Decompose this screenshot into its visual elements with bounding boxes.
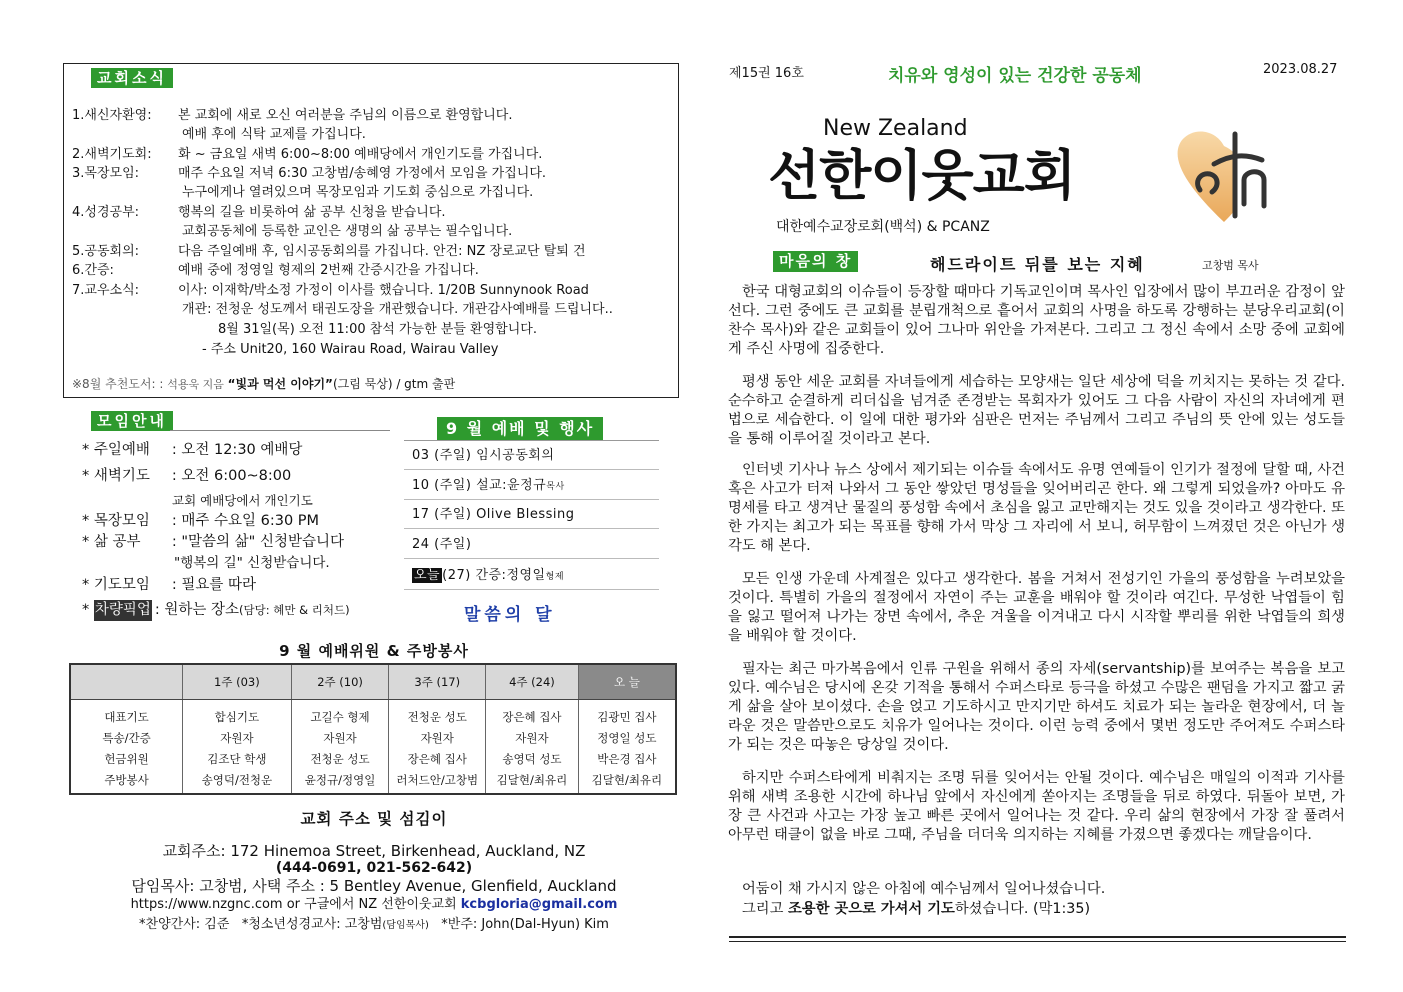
news-item-3: 3.목장모임: 매주 수요일 저녁 6:30 고창범/송혜영 가정에서 모임을 가집니다. [72, 166, 547, 181]
news-item-2: 2.새벽기도회: 화 ~ 금요일 새벽 6:00~8:00 예배당에서 개인기도를 가집니다. [72, 147, 543, 162]
service-col-week3: 전청운 성도 자원자 장은혜 집사 러처드안/고창범 [389, 700, 486, 795]
church-news-box [63, 63, 679, 398]
church-news-title: 교회소식 [91, 68, 173, 88]
news-item-1: 1.새신자환영: 본 교회에 새로 오신 여러분을 주님의 이름으로 환영합니다. [72, 108, 513, 123]
events-title: 9 월 예배 및 행사 [437, 417, 603, 441]
event-row-3: 17 (주일) Olive Blessing [404, 500, 659, 529]
pastor-address: 담임목사: 고창범, 사택 주소 : 5 Bentley Avenue, Glenfield, Auckland [131, 877, 617, 895]
news-item-4-line-2: 교회공동체에 등록한 교인은 생명의 삶 공부는 필수입니다. [182, 224, 513, 239]
closing-line-1: 어둠이 채 가시지 않은 아침에 예수님께서 일어나셨습니다. [742, 881, 1106, 897]
service-col-week1: 합심기도 자원자 김조단 학생 송영덕/전청운 [183, 700, 292, 795]
meeting-title: 모임안내 [91, 411, 173, 431]
meeting-item-2-sub: 교회 예배당에서 개인기도 [172, 493, 313, 508]
column-title: 해드라이트 뒤를 보는 지혜 [930, 255, 1145, 274]
recommended-book: ※8월 추천도서: : 석용욱 지음 “빛과 먹선 이야기”(그림 묵상) / gtm 출판 [72, 377, 456, 391]
column-paragraph-1: 한국 대형교회의 이슈들이 등장할 때마다 기독교인이며 목사인 입장에서 많이 부끄러운 감정이 앞선다. 그런 중에도 큰 교회를 분립개척으로 흩어서 교회의 사명을 하도록 강행하는 분당우리교회(이찬수 목사)와 같은 교회들이 있어 그나마 위안을 가져본다. 그리고 그 정신 속에서 소망 중에 교회에게 주신 사명에 집중한다. [728, 284, 1345, 357]
news-item-7-line-4: - 주소 Unit20, 160 Wairau Road, Wairau Valley [202, 342, 499, 357]
event-row-today: 오늘 (27) 간증:정영일형제 [404, 561, 659, 590]
today-badge: 오늘 [414, 568, 441, 583]
service-col-week2: 고길수 형제 자원자 전청운 성도 윤정규/정영일 [291, 700, 389, 795]
column-paragraph-2: 평생 동안 세운 교회를 자녀들에게 세습하는 모양새는 일단 세상에 덕을 끼치지는 못하는 것 같다. 순수하고 순결하게 리더십을 넘겨준 존경받는 목회자가 있어도 그 다음 사람이 자신의 자녀에게 편법으로 세습한다. 이 일에 대한 평가와 심판은 먼저는 주님께서 그리고 주님의 뜻 안에 있는 성도들을 통해 이루어질 것이라고 본다. [728, 374, 1345, 447]
closing-line-2: 그리고 조용한 곳으로 가셔서 기도하셨습니다. (막1:35) [742, 901, 1091, 917]
meeting-item-1: * 주일예배 : 오전 12:30 예배당 [82, 442, 303, 458]
meeting-item-5: * 기도모임 : 필요를 따라 [82, 577, 256, 593]
news-item-7: 7.교우소식: 이사: 이재학/박소정 가정이 이사를 했습니다. 1/20B Sunnynook Road [72, 283, 589, 298]
news-item-7-line-2: 개관: 전청운 성도께서 태권도장을 개관했습니다. 개관감사예배를 드립니다.. [182, 302, 613, 317]
news-item-5: 5.공동회의: 다음 주일예배 후, 임시공동회의를 가집니다. 안건: NZ 장로교단 탈퇴 건 [72, 244, 586, 259]
news-item-1-line-2: 예배 후에 식탁 교제를 가집니다. [182, 127, 366, 142]
meeting-divider [170, 430, 390, 431]
meeting-item-3: * 목장모임 : 매주 수요일 6:30 PM [82, 513, 320, 529]
service-col-roles: 대표기도 특송/간증 헌금위원 주방봉사 [70, 700, 183, 795]
church-name: 선한이웃교회 [768, 144, 1075, 207]
service-table [69, 663, 677, 795]
service-col-today: 김광민 집사 정영일 성도 박은경 집사 김달현/최유리 [578, 700, 676, 795]
column-label: 마음의 창 [773, 251, 858, 272]
meeting-item-6: * 차량픽업 : 원하는 장소(담당: 혜만 & 리처드) [82, 600, 350, 621]
service-title: 9 월 예배위원 & 주방봉사 [279, 642, 469, 660]
word-month: 말씀의 달 [464, 605, 556, 625]
service-header-row: 1주 (03) 2주 (10) 3주 (17) 4주 (24) 오 늘 [70, 664, 676, 700]
service-col-week4: 장은혜 집사 자원자 송영덕 성도 김달현/최유리 [486, 700, 579, 795]
church-phone: (444-0691, 021-562-642) [275, 860, 473, 876]
website-link[interactable]: https://www.nzgnc.com or 구글에서 NZ 선한이웃교회 [130, 897, 457, 912]
news-item-6: 6.간증: 예배 중에 정영일 형제의 2번째 간증시간을 가집니다. [72, 263, 479, 278]
meeting-item-4-sub: "행복의 길" 신청받습니다. [174, 555, 330, 571]
issue-date: 2023.08.27 [1263, 62, 1338, 77]
column-paragraph-5: 필자는 최근 마가복음에서 인류 구원을 위해서 종의 자세(servantship)를 보여주는 복음을 보고 있다. 예수님은 당시에 온갖 기적을 통해서 수퍼스타로 등극을 하셨고 수많은 팬덤을 가지고 짧고 굵게 삶을 살아 보이셨다. 손을 얹고 기도하시고 만지기만 하셔도 치료가 되는 놀라운 현장에서, 더 놀라운 것은 말씀만으로도 치유가 일어나는 것이다. 이런 능력 중에서 몇번 정도만 주어져도 수퍼스타가 되는 것은 따놓은 당상일 것이다. [728, 661, 1345, 753]
staff-line: *찬양간사: 김준 *청소년성경교사: 고창범(담임목사) *반주: John(Dal-Hyun) Kim [139, 917, 609, 932]
column-paragraph-3: 인터넷 기사나 뉴스 상에서 제기되는 이슈들 속에서도 유명 연예들이 인기가 절정에 달할 때, 사건 혹은 사고가 터져 나와서 그 동안 쌓았던 명성들을 잊어버리곤 한다. 왜 그렇게 되었을까? 아마도 유명세를 타고 생겨난 물질의 풍성함 속에서 초심을 잃고 교만해지는 것도 있을 것이라고 생각한다. 또 한 가지는 최고가 되는 목표를 향해 가서 막상 그 자리에 서 보니, 허무함이 느껴졌던 것은 아닌가 생각도 해 본다. [728, 462, 1345, 554]
address-title: 교회 주소 및 섬김이 [300, 810, 448, 828]
web-line [70, 893, 678, 912]
meeting-item-2: * 새벽기도 : 오전 6:00~8:00 [82, 468, 292, 484]
event-row-1: 03 (주일) 임시공동회의 [404, 441, 659, 470]
church-logo [1172, 124, 1280, 228]
news-item-4: 4.성경공부: 행복의 길을 비롯하여 삶 공부 신청을 받습니다. [72, 205, 446, 220]
volume-number: 제15권 16호 [729, 66, 804, 81]
church-address: 교회주소: 172 Hinemoa Street, Birkenhead, Auckland, NZ [162, 842, 586, 860]
nz-label: New Zealand [823, 116, 968, 141]
column-author: 고창범 목사 [1202, 259, 1259, 272]
event-row-2: 10 (주일) 설교:윤정규목사 [404, 471, 659, 500]
footer-rule-2 [729, 941, 1346, 942]
service-body [70, 700, 676, 795]
meeting-item-4: * 삶 공부 : "말씀의 삶" 신청받습니다 [82, 534, 344, 550]
column-paragraph-4: 모든 인생 가운데 사계절은 있다고 생각한다. 봄을 거쳐서 전성기인 가을의 풍성함을 누려보았을 것이다. 특별히 가을의 절정에서 자연이 주는 교훈을 배워야 할 것이라 여긴다. 무성한 낙엽들이 힘을 잃고 떨어져 나가는 장면 속에서, 추운 겨울을 이겨내고 다시 시작할 뿌리를 위한 낙엽들의 희생을 배워야 할 것이다. [728, 571, 1345, 644]
motto: 치유와 영성이 있는 건강한 공동체 [888, 66, 1142, 86]
heart-cross-icon [1172, 124, 1280, 228]
news-item-3-line-2: 누구에게나 열려있으며 목장모임과 기도회 중심으로 가집니다. [182, 185, 534, 200]
column-paragraph-6: 하지만 수퍼스타에게 비춰지는 조명 뒤를 잊어서는 안될 것이다. 예수님은 매일의 이적과 기사를 위해 새벽 조용한 시간에 하나님 앞에서 자신에게 쏟아지는 조명들을 뒤로 하였다. 뒤돌아 보면, 가장 큰 사건과 사고는 가장 높고 빠른 곳에서 일어나는 것 같다. 우리 삶의 현장에서 가장 잘 풀려서 아무런 태클이 없을 바로 그때, 주님을 더더욱 의지하는 지혜를 가졌으면 좋겠다는 깨달음이다. [728, 770, 1345, 843]
news-item-7-line-3: 8월 31일(목) 오전 11:00 참석 가능한 분들 환영합니다. [218, 322, 537, 337]
email-link[interactable]: kcbgloria@gmail.com [460, 897, 618, 912]
footer-rule-1 [729, 936, 1346, 938]
event-row-4: 24 (주일) [404, 530, 659, 559]
denomination: 대한예수교장로회(백석) & PCANZ [776, 219, 990, 235]
